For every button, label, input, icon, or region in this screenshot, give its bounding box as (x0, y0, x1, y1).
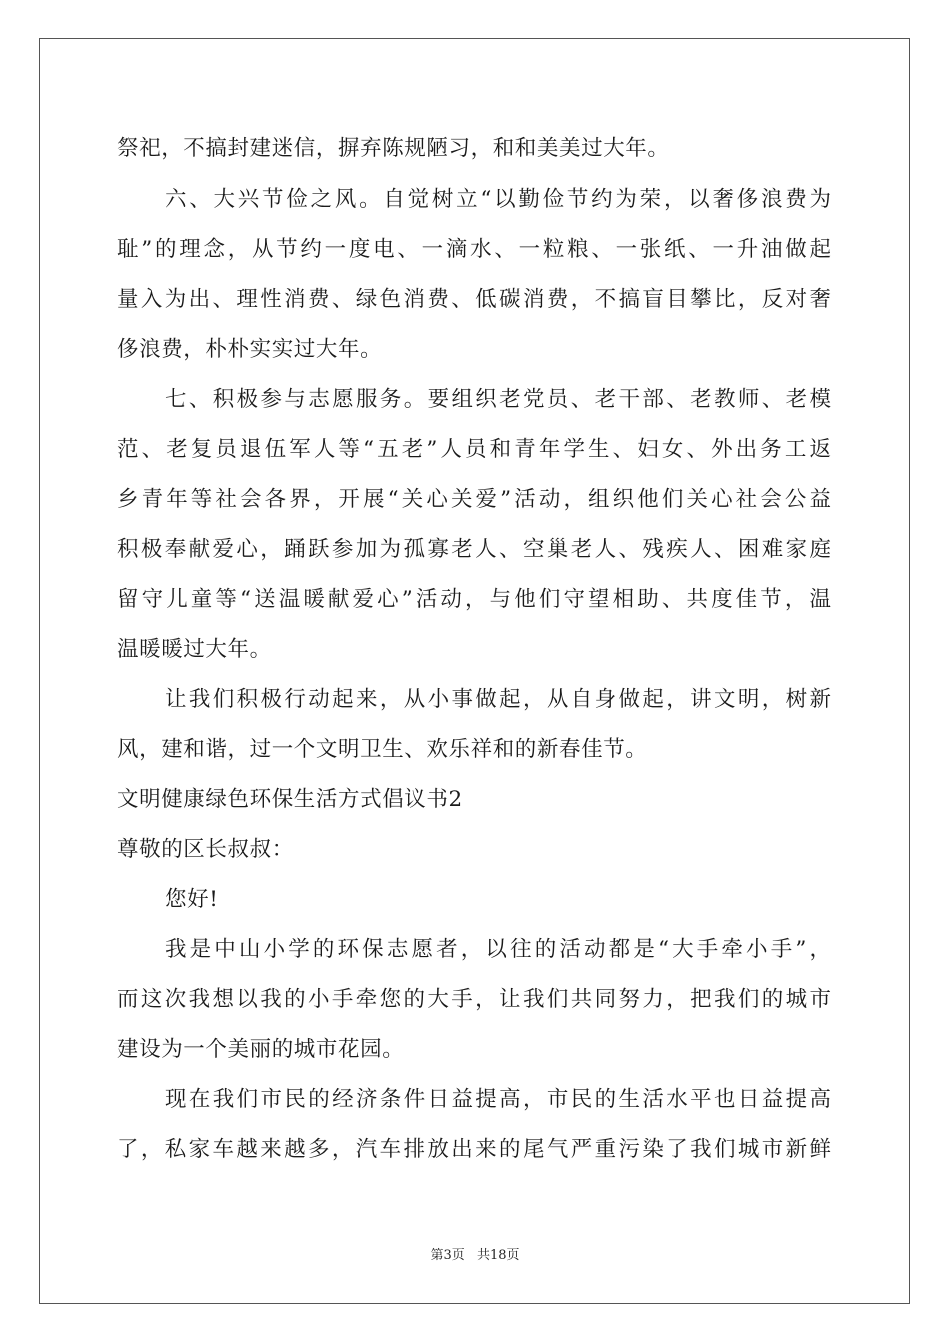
page-footer (0, 1247, 950, 1265)
body-line-8: 乡青年等社会各界，开展“关心关爱”活动，组织他们关心社会公益 (117, 487, 831, 512)
body-line-12: 让我们积极行动起来，从小事做起，从自身做起，讲文明，树新 (165, 687, 831, 712)
body-line-6: 七、积极参与志愿服务。要组织老党员、老干部、老教师、老模 (165, 387, 831, 412)
body-line-2: 六、大兴节俭之风。自觉树立“以勤俭节约为荣，以奢侈浪费为 (165, 187, 831, 212)
body-line-11: 温暖暖过大年。 (117, 637, 272, 662)
salutation: 尊敬的区长叔叔： (117, 837, 294, 862)
body-line-13: 风，建和谐，过一个文明卫生、欢乐祥和的新春佳节。 (117, 737, 648, 762)
page-total: 共18页 (476, 1248, 520, 1263)
body-line-18: 而这次我想以我的小手牵您的大手，让我们共同努力，把我们的城市 (117, 987, 831, 1012)
body-line-10: 留守儿童等“送温暖献爱心”活动，与他们守望相助、共度佳节，温 (117, 587, 831, 612)
page-number: 第3页 (430, 1248, 465, 1263)
body-line-4: 量入为出、理性消费、绿色消费、低碳消费，不搞盲目攀比，反对奢 (117, 287, 831, 312)
body-line-20: 现在我们市民的经济条件日益提高，市民的生活水平也日益提高 (165, 1087, 831, 1112)
body-line-9: 积极奉献爱心，踊跃参加为孤寡老人、空巢老人、残疾人、困难家庭 (117, 537, 831, 562)
body-line-17: 我是中山小学的环保志愿者，以往的活动都是“大手牵小手”， (165, 937, 831, 962)
body-line-21: 了，私家车越来越多，汽车排放出来的尾气严重污染了我们城市新鲜 (117, 1137, 831, 1162)
greeting: 您好! (165, 887, 219, 912)
body-line-3: 耻”的理念，从节约一度电、一滴水、一粒粮、一张纸、一升油做起 (117, 237, 831, 262)
body-line-7: 范、老复员退伍军人等“五老”人员和青年学生、妇女、外出务工返 (117, 437, 831, 462)
body-line-19: 建设为一个美丽的城市花园。 (117, 1037, 405, 1062)
section-title: 文明健康绿色环保生活方式倡议书2 (117, 787, 463, 812)
body-line-5: 侈浪费，朴朴实实过大年。 (117, 337, 383, 362)
body-line-1: 祭祀，不搞封建迷信，摒弃陈规陋习，和和美美过大年。 (117, 136, 670, 161)
